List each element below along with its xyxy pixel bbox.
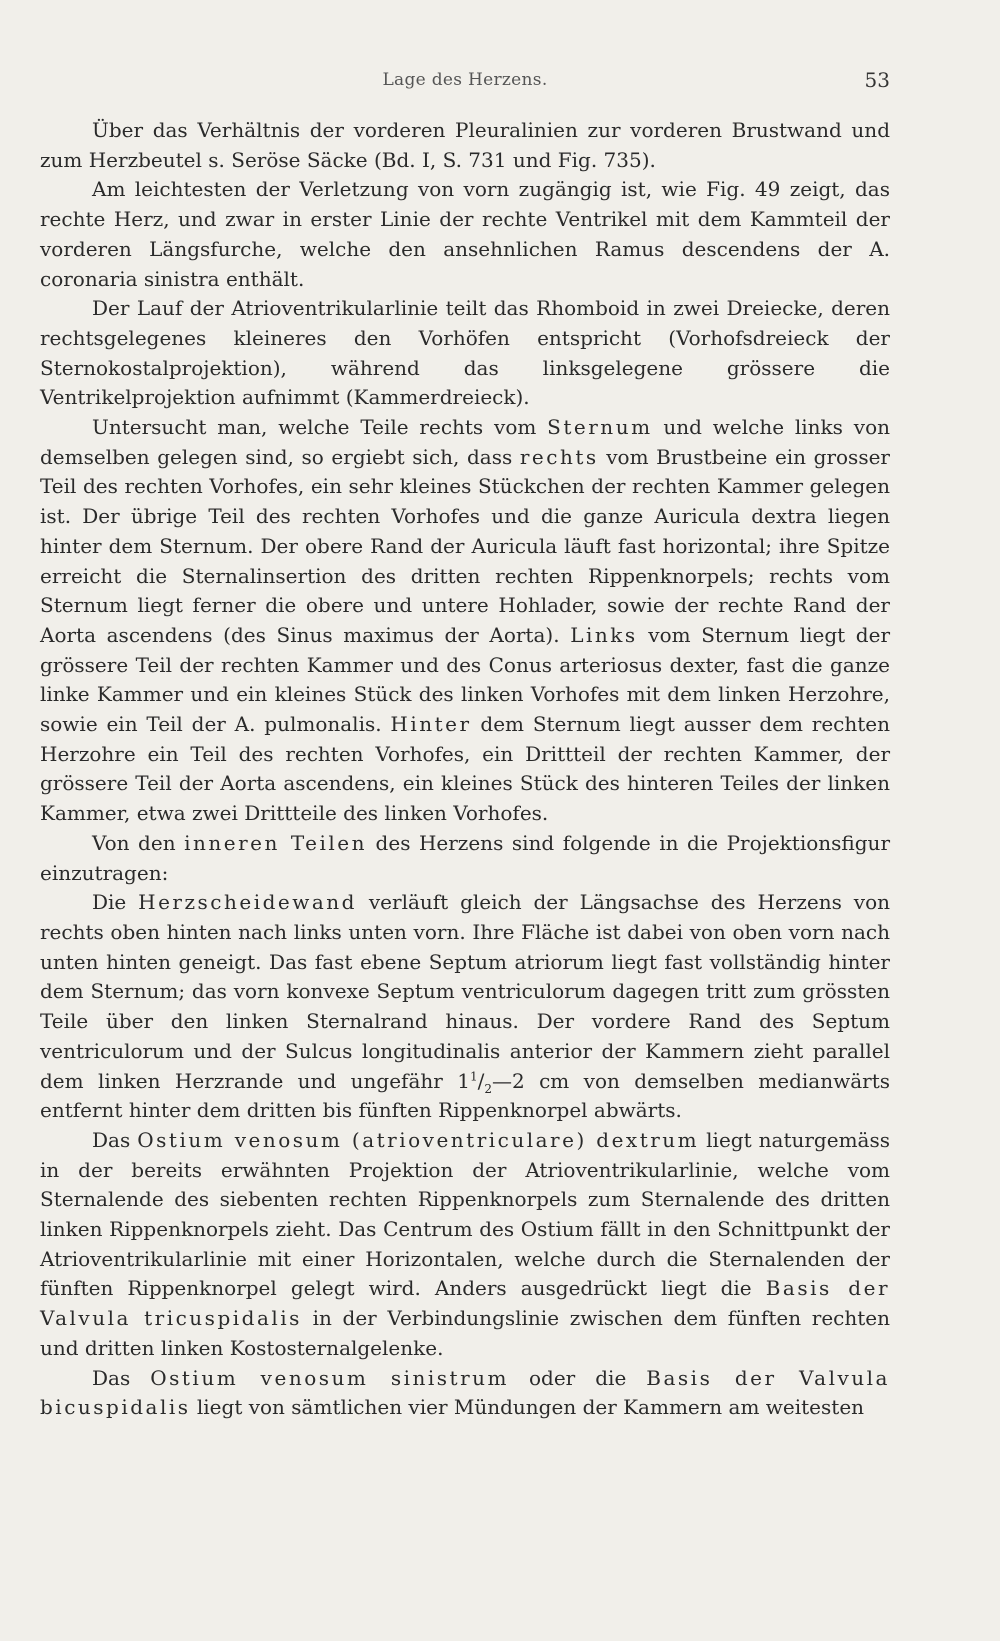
spaced-term: inneren Teilen: [184, 830, 368, 855]
running-head: [40, 70, 890, 100]
text-run: dem Sternum liegt ausser dem rechten Herzohre ein Teil des rechten Vorhofes, ein Drittteil der rechten Kammer, der grössere Teil der Aorta ascendens, ein kleines Stück des hinteren Teiles der linken Kammer, etwa zwei Drittteile des linken Vorhofes.: [40, 712, 890, 826]
running-title: Lage des Herzens.: [382, 70, 548, 90]
paragraph-3: Der Lauf der Atrioventrikularlinie teilt das Rhomboid in zwei Dreiecke, deren rechtsgelegenes kleineres den Vorhöfen entspricht (Vorhofsdreieck der Sternokostalprojektion), während das linksgelegene grössere die Ventrikelprojektion aufnimmt (Kammerdreieck).: [40, 296, 890, 410]
spaced-term: Sternum: [547, 415, 653, 440]
fraction-numerator: 1: [469, 1068, 478, 1083]
spaced-term: Ostium venosum sinistrum: [150, 1365, 509, 1390]
paragraph-2: Am leichtesten der Verletzung von vorn zugängig ist, wie Fig. 49 zeigt, das rechte Herz, und zwar in erster Linie der rechte Ventrikel mit dem Kammteil der vorderen Längsfurche, welche den ansehnlichen Ramus descendens der A. coronaria sinistra enthält.: [40, 177, 890, 291]
spaced-term: Basis der Valvula tricuspidalis: [40, 1276, 890, 1331]
text-run: vom Sternum liegt der grössere Teil der rechten Kammer und des Conus arteriosus dexter, fast die ganze linke Kammer und ein kleines Stück des linken Vorhofes mit dem linken Herzohre, sowie ein Teil der A. pulmonalis.: [40, 622, 891, 737]
text-run: Das: [92, 1365, 151, 1390]
spaced-term: Links: [570, 622, 638, 647]
paragraph-7: [40, 1126, 890, 1364]
paragraph-4: [40, 413, 890, 829]
spaced-term: Basis der Valvula bicuspidalis: [40, 1365, 890, 1420]
text-run: verläuft gleich der Längsachse des Herzens von rechts oben hinten nach links unten vorn. Ihre Fläche ist dabei von oben vorn nach unten hinten geneigt. Das fast ebene Septum atriorum liegt fast vollständig hinter dem Sternum; das vorn konvexe Septum ventriculorum dagegen tritt zum grössten Teile über den linken Sternalrand hinaus. Der vordere Rand des Septum ventriculorum und der Sulcus longitudinalis anterior der Kammern zieht parallel dem linken Herzrande und ungefähr 1: [40, 890, 890, 1093]
text-run: Von den: [92, 830, 185, 855]
text-run: liegt von sämtlichen vier Mündungen der Kammern am weitesten: [190, 1395, 865, 1420]
page-number: 53: [864, 68, 890, 92]
text-run: oder die: [509, 1365, 647, 1390]
body-text: [40, 116, 890, 1423]
spaced-term: Ostium venosum (atrioventriculare) dextrum: [137, 1127, 700, 1152]
text-run: Die: [92, 890, 139, 915]
spaced-term: rechts: [519, 444, 599, 469]
text-run: vom Brustbeine ein grosser Teil des rechten Vorhofes, ein sehr kleines Stückchen der rechten Kammer gelegen ist. Der übrige Teil des rechten Vorhofes und die ganze Auricula dextra liegen hinter dem Sternum. Der obere Rand der Auricula läuft fast horizontal; ihre Spitze erreicht die Sternalinsertion des dritten rechten Rippenknorpels; rechts vom Sternum liegt ferner die obere und untere Hohlader, sowie der rechte Rand der Aorta ascendens (des Sinus maximus der Aorta).: [40, 444, 890, 647]
fraction-denominator: 2: [484, 1081, 492, 1096]
paragraph-8: [40, 1364, 890, 1423]
paragraph-1: Über das Verhältnis der vorderen Pleuralinien zur vorderen Brustwand und zum Herzbeutel s. Seröse Säcke (Bd. I, S. 731 und Fig. 735).: [40, 118, 890, 172]
text-run: des Herzens sind folgende in die Projektionsfigur einzutragen:: [40, 830, 891, 885]
paragraph-6: [40, 888, 890, 1126]
fraction-slash: /: [477, 1068, 485, 1093]
text-run: und welche links von demselben gelegen sind, so ergiebt sich, dass: [40, 415, 890, 469]
paragraph-5: [40, 829, 890, 888]
text-run: Das: [92, 1127, 138, 1152]
text-run: liegt naturgemäss in der bereits erwähnten Projektion der Atrioventrikularlinie, welche vom Sternalende des siebenten rechten Rippenknorpels zum Sternalende des dritten linken Rippenknorpels zieht. Das Centrum des Ostium fällt in den Schnittpunkt der Atrioventrikularlinie mit einer Horizontalen, welche durch die Sternalenden der fünften Rippenknorpel gelegt wird. Anders ausgedrückt liegt die: [40, 1127, 890, 1301]
text-run: —2 cm von demselben medianwärts entfernt hinter dem dritten bis fünften Rippenknorpel abwärts.: [40, 1068, 890, 1123]
text-run: Untersucht man, welche Teile rechts vom: [92, 415, 548, 440]
text-run: in der Verbindungslinie zwischen dem fünften rechten und dritten linken Kostosternalgelenke.: [40, 1306, 890, 1360]
spaced-term: Herzscheidewand: [138, 890, 357, 915]
spaced-term: Hinter: [390, 712, 472, 737]
